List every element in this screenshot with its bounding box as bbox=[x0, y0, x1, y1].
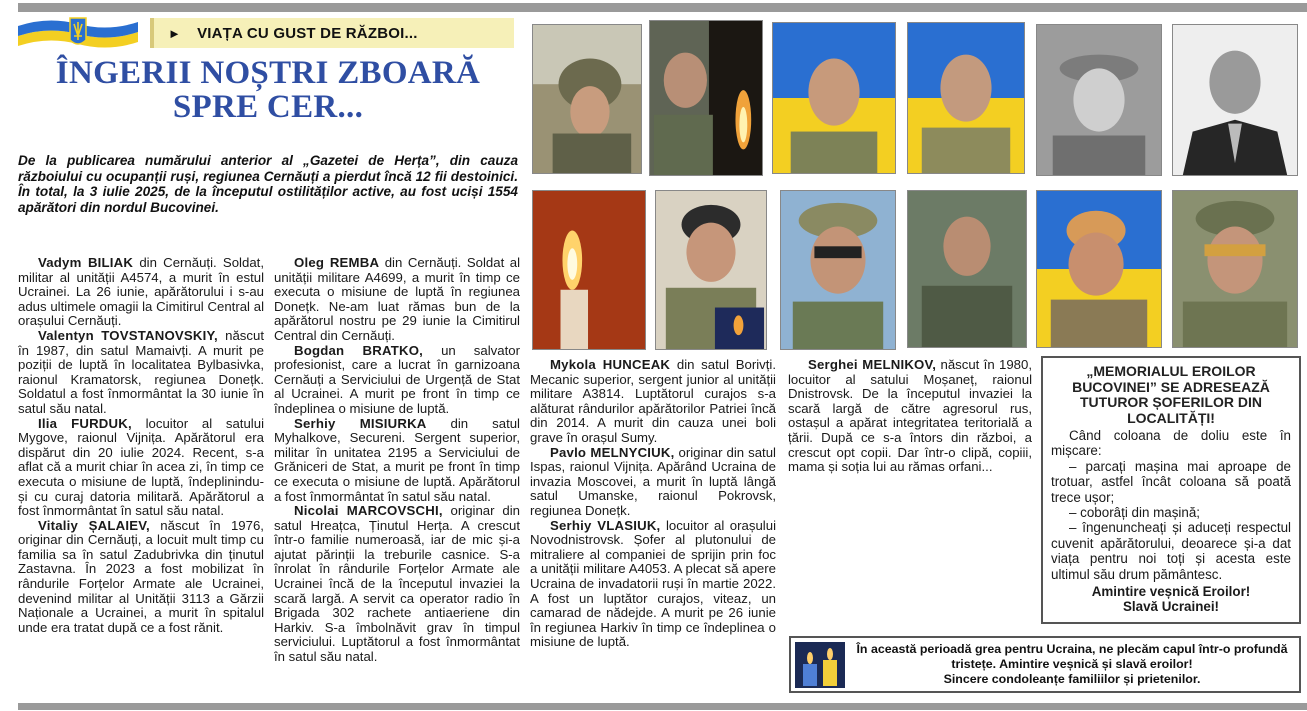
portrait-photo bbox=[532, 24, 642, 174]
obituary-paragraph: Mykola HUNCEAK din satul Borivți. Mecanic superior, sergent junior al unității militare A3814. Luptătorul curajos s-a alăturat rândurilor apărătorilor Patriei încă din 2014. A murit din cauza unei boli grave în orașul Sumy. bbox=[530, 358, 776, 445]
top-rule bbox=[18, 3, 1307, 12]
obituary-paragraph: Pavlo MELNYCIUK, originar din satul Ispas, raionul Vijnița. Apărând Ucraina de invazia Moscovei, a murit în luptă lângă satul Umanske, raionul Pokrovsk, regiunea Donețk. bbox=[530, 444, 776, 518]
portrait-photo bbox=[907, 22, 1025, 174]
memorial-notice-box bbox=[1041, 356, 1301, 624]
text-column-2 bbox=[274, 256, 520, 706]
obituary-paragraph: Serhiy VLASIUK, locuitor al orașului Novodnistrovsk. Șofer al plutonului de mitraliere al companiei de sprijin prin foc a unității militare A4053. A plecat să apere Ucraina de invadatorii ruși în martie 2022. A fost un luptător curajos, viteaz, un camarad de nădejde. A murit pe 26 iunie în regiunea Harkiv în timp ce îndeplinea o misiune de luptă. bbox=[530, 517, 776, 650]
obituary-paragraph: Nicolai MARCOVSCHI, originar din satul Hreațca, Ținutul Herța. A crescut într-o familie numeroasă, iar de mic și-a ajutat părinții la treburile casnice. S-a înrolat în rândurile Forțelor Armate ale Ucrainei încă de la începutul invaziei la scară largă. A servit ca operator radio în Brigada 302 rachete antiaeriene din Harkiv. S-a îmbolnăvit grav în timpul serviciului. Luptătorul a fost înmormântat în satul său natal. bbox=[274, 503, 520, 665]
obituary-paragraph: Vadym BILIAK din Cernăuți. Soldat, militar al unității A4574, a murit în estul Ucrainei. La 26 iunie, apărătorului i s-au adus ultimele omagii la Cimitirul Central al orașului Cernăuți. bbox=[18, 256, 264, 329]
article-lead: De la publicarea numărului anterior al „Gazetei de Herța”, din cauza războiului cu ocupanții ruși, regiunea Cernăuți a pierdut încă 12 fii destoinici. În total, la 3 iulie 2025, de la începutul ostilităților active, au fost uciși 1554 apărători din nordul Bucovinei. bbox=[18, 153, 518, 215]
obituary-paragraph: Vitaliy ȘALAIEV, născut în 1976, originar din Cernăuți, a locuit mult timp cu familia sa în satul Zadubrivka din ținutul Zastavna. În 2023 a fost mobilizat în rândurile Forțelor Armate ale Ucrainei, devenind militar al Unității 3113 a Gărzii Naționale a Ucrainei, a murit în spitalul unde era tratat după ce a fost rănit. bbox=[18, 517, 264, 635]
article-headline bbox=[18, 56, 518, 124]
soldier-name: Valentyn TOVSTANOVSKIY, bbox=[38, 327, 218, 343]
portrait-photo bbox=[772, 22, 896, 174]
text-column-3 bbox=[530, 358, 776, 706]
memorial-instruction: – parcați mașina mai aproape de trotuar, astfel încât coloana să poată trece ușor; bbox=[1051, 458, 1291, 505]
obituary-paragraph: Serhiy MISIURKA din satul Myhalkove, Secureni. Sergent superior, militar în unitatea 2195 a Serviciului de Grăniceri de Stat, a murit pe front în timp ce executa o misiune de luptă. Apărătorul a fost înmormântat în satul său natal. bbox=[274, 415, 520, 504]
soldier-name: Bogdan BRATKO, bbox=[294, 342, 424, 358]
portrait-photo bbox=[1172, 190, 1298, 348]
portrait-photo bbox=[655, 190, 767, 350]
obituary-paragraph: Bogdan BRATKO, un salvator profesionist, care a lucrat în garnizoana Cernăuți a Serviciului de Urgență de Stat al Ucrainei. A murit pe front în timp ce îndeplinea o misiune de luptă. bbox=[274, 342, 520, 416]
headline-line-2: SPRE CER... bbox=[172, 89, 364, 125]
portrait-photo bbox=[649, 20, 763, 176]
soldier-name: Serghei MELNIKOV, bbox=[808, 358, 937, 372]
soldier-name: Pavlo MELNYCIUK, bbox=[550, 444, 675, 460]
soldier-name: Serhiy VLASIUK, bbox=[550, 517, 661, 533]
text-column-1 bbox=[18, 256, 264, 706]
headline-line-1: ÎNGERII NOȘTRI ZBOARĂ bbox=[55, 55, 481, 91]
portrait-photo bbox=[780, 190, 896, 350]
memorial-closing: Amintire veșnică Eroilor! Slavă Ucrainei! bbox=[1091, 584, 1251, 615]
memorial-instruction: – coborâți din mașină; bbox=[1069, 505, 1201, 521]
portrait-photo bbox=[1036, 24, 1162, 176]
section-rubric bbox=[150, 18, 514, 48]
soldier-name: Oleg REMBA bbox=[294, 256, 380, 270]
condolence-box bbox=[789, 636, 1301, 693]
obituary-paragraph: Oleg REMBA din Cernăuți. Soldat al unității militare A4699, a murit în timp ce executa o misiune de luptă în regiunea Donețk. Ne-am luat rămas bun de la apărătorul nostru pe 29 iunie la Cimitirul Central din Cernăuți. bbox=[274, 256, 520, 343]
candle-photo bbox=[532, 190, 646, 350]
soldier-name: Serhiy MISIURKA bbox=[294, 415, 427, 431]
obituary-paragraph: Serghei MELNIKOV, născut în 1980, locuitor al satului Moșaneț, raionul Dnistrovsk. De la începutul invaziei la scară largă de către agresorul rus, ostașul a apărat integritatea teritorială a țării. După ce s-a întors din război, a crescut opt copii. Dar într-o clipă, copiii, mama și soția lui au rămas orfani... bbox=[788, 358, 1032, 475]
memorial-instruction: – îngenuncheați și aduceți respectul cuvenit apărătorului, deoarece și-a dat viața pentru noi toți și acesta este ultimul său drum pământesc. bbox=[1051, 520, 1291, 582]
memorial-title: „MEMORIALUL EROILOR BUCOVINEI” SE ADRESEAZĂ TUTUROR ȘOFERILOR DIN LOCALITĂȚI! bbox=[1072, 363, 1270, 426]
ukraine-flag-emblem-icon bbox=[18, 14, 138, 54]
obituary-paragraph: Valentyn TOVSTANOVSKIY, născut în 1987, din satul Mamaivți. A murit pe poziții de luptă în localitatea Bylbasivka, raionul Kramatorsk, regiunea Donețk. Soldatul a fost înmormântat la 30 iunie în satul său natal. bbox=[18, 327, 264, 416]
text-column-4 bbox=[788, 358, 1032, 594]
condolence-text: În această perioadă grea pentru Ucraina, ne plecăm capul într-o profundă tristețe. Amintire veșnică și slavă eroilor! Sincere condoleanțe familiilor și prietenilor. bbox=[856, 642, 1288, 686]
obituary-paragraph: Ilia FURDUK, locuitor al satului Mygove, raionul Vijnița. Apărătorul era dispărut din 20 iulie 2024. Recent, s-a aflat că a murit chiar în acea zi, în timp ce executa o misiune de luptă, îndeplinindu-și cu curaj datoria militară. Apărătorul a fost înmormântat în satul său natal. bbox=[18, 415, 264, 519]
portrait-photo bbox=[1172, 24, 1298, 176]
bottom-rule bbox=[18, 703, 1307, 710]
soldier-name: Ilia FURDUK, bbox=[38, 415, 132, 431]
soldier-name: Vitaliy ȘALAIEV, bbox=[38, 517, 150, 533]
soldier-name: Nicolai MARCOVSCHI, bbox=[294, 503, 443, 519]
soldier-name: Mykola HUNCEAK bbox=[550, 358, 671, 372]
portrait-photo bbox=[907, 190, 1027, 348]
soldier-name: Vadym BILIAK bbox=[38, 256, 134, 270]
play-arrow-icon: ► bbox=[168, 25, 182, 41]
candles-icon bbox=[795, 642, 845, 688]
rubric-label: VIAȚA CU GUST DE RĂZBOI... bbox=[197, 24, 418, 42]
portrait-photo bbox=[1036, 190, 1162, 348]
memorial-intro: Când coloana de doliu este în mișcare: bbox=[1051, 428, 1291, 459]
